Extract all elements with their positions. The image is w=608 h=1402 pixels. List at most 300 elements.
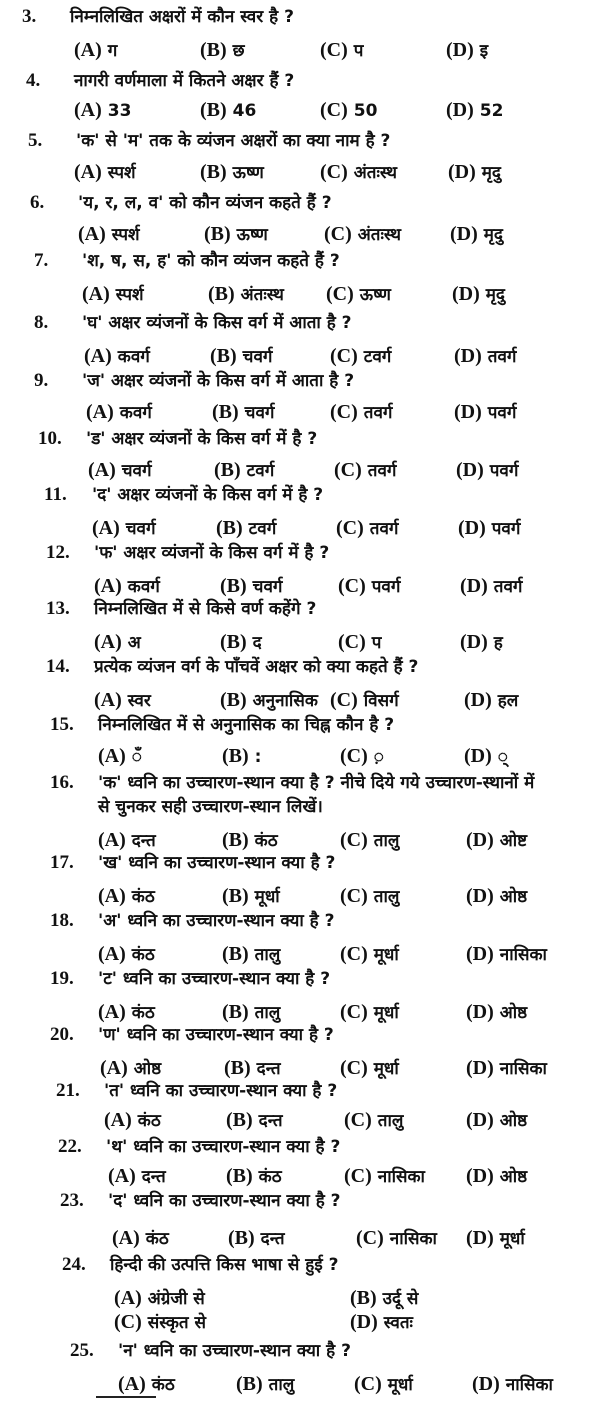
question-number: 4. xyxy=(26,70,41,91)
option-a xyxy=(98,942,155,967)
option-c xyxy=(356,1226,437,1251)
option-label: (B) xyxy=(222,885,249,907)
option-c xyxy=(340,884,399,909)
option-text: 52 xyxy=(479,101,504,121)
option-text: : xyxy=(254,747,262,767)
option-text: नासिका xyxy=(505,1375,553,1395)
question-number: 25. xyxy=(70,1340,94,1361)
question-line xyxy=(70,1340,351,1362)
option-text: कंठ xyxy=(131,1003,155,1023)
option-label: (D) xyxy=(466,1057,494,1079)
question-number: 10. xyxy=(38,428,62,449)
question-line xyxy=(56,1080,337,1102)
option-text: ओष्ठ xyxy=(133,1059,162,1079)
option-text: नासिका xyxy=(499,945,547,965)
option-d xyxy=(458,516,520,541)
option-a xyxy=(94,574,160,599)
option-c xyxy=(336,516,398,541)
option-label: (B) xyxy=(210,345,237,367)
question-number: 15. xyxy=(50,714,74,735)
option-text: कंठ xyxy=(131,887,155,907)
question-line xyxy=(22,6,294,28)
option-label: (B) xyxy=(216,517,243,539)
option-label: (A) xyxy=(88,459,116,481)
option-d xyxy=(452,282,505,307)
option-b xyxy=(210,344,273,369)
option-label: (B) xyxy=(212,401,239,423)
question-line xyxy=(50,714,394,736)
question-text: 'न' ध्वनि का उच्चारण-स्थान क्या है ? xyxy=(118,1341,351,1361)
option-label: (C) xyxy=(320,39,348,61)
option-label: (C) xyxy=(340,1001,368,1023)
option-text: कंठ xyxy=(254,831,278,851)
option-text: कवर्ग xyxy=(119,403,152,423)
option-label: (B) xyxy=(200,39,227,61)
question-line xyxy=(34,312,352,334)
option-label: (A) xyxy=(82,283,110,305)
option-text: तवर्ग xyxy=(487,347,517,367)
option-label: (C) xyxy=(334,459,362,481)
option-text: चवर्ग xyxy=(121,461,152,481)
option-text: दन्त xyxy=(258,1111,283,1131)
option-label: (B) xyxy=(220,575,247,597)
question-line xyxy=(50,910,335,932)
option-b xyxy=(222,744,261,769)
option-label: (C) xyxy=(330,401,358,423)
option-label: (B) xyxy=(228,1227,255,1249)
option-d xyxy=(450,222,503,247)
question-number: 5. xyxy=(28,130,43,151)
option-c xyxy=(354,1372,413,1397)
option-text: ँ xyxy=(131,747,142,767)
option-label: (B) xyxy=(214,459,241,481)
option-a xyxy=(74,98,131,123)
question-number: 16. xyxy=(50,772,74,793)
option-label: (C) xyxy=(340,745,368,767)
option-label: (A) xyxy=(98,943,126,965)
question-number: 9. xyxy=(34,370,49,391)
option-text: मूर्धा xyxy=(373,945,399,965)
question-text: निम्नलिखित अक्षरों में कौन स्वर है ? xyxy=(70,7,294,27)
option-label: (D) xyxy=(454,401,482,423)
option-label: (D) xyxy=(450,223,478,245)
option-label: (C) xyxy=(354,1373,382,1395)
option-text: कंठ xyxy=(145,1229,169,1249)
question-line xyxy=(60,1190,341,1212)
option-c xyxy=(330,344,391,369)
option-label: (D) xyxy=(452,283,480,305)
option-d xyxy=(466,942,547,967)
option-label: (D) xyxy=(466,1001,494,1023)
option-c xyxy=(320,38,363,63)
option-label: (B) xyxy=(350,1287,377,1309)
option-c xyxy=(114,1310,206,1335)
option-label: (A) xyxy=(86,401,114,423)
option-a xyxy=(92,516,156,541)
option-label: (A) xyxy=(104,1109,132,1131)
question-number: 23. xyxy=(60,1190,84,1211)
question-text: 'क' से 'म' तक के व्यंजन अक्षरों का क्या नाम है ? xyxy=(76,131,391,151)
option-label: (C) xyxy=(320,161,348,183)
option-text: दन्त xyxy=(256,1059,281,1079)
option-label: (D) xyxy=(460,575,488,597)
option-d xyxy=(466,884,527,909)
option-label: (D) xyxy=(446,99,474,121)
option-c xyxy=(338,574,400,599)
option-a xyxy=(98,1000,155,1025)
question-text: 'य, र, ल, व' को कौन व्यंजन कहते हैं ? xyxy=(78,193,332,213)
option-label: (D) xyxy=(458,517,486,539)
option-text: अंतःस्थ xyxy=(353,163,398,183)
option-text: ग xyxy=(107,41,118,61)
option-label: (A) xyxy=(98,745,126,767)
option-label: (D) xyxy=(466,1165,494,1187)
question-number: 22. xyxy=(58,1136,82,1157)
option-text: विसर्ग xyxy=(363,691,399,711)
option-text: मूर्धा xyxy=(254,887,280,907)
option-c xyxy=(340,744,384,769)
option-text: नासिका xyxy=(499,1059,547,1079)
option-label: (B) xyxy=(222,943,249,965)
option-d xyxy=(466,1108,527,1133)
option-label: (A) xyxy=(94,575,122,597)
option-d xyxy=(446,98,503,123)
question-line xyxy=(58,1136,340,1158)
option-text: तवर्ग xyxy=(493,577,523,597)
option-label: (D) xyxy=(466,829,494,851)
question-line xyxy=(50,1024,334,1046)
option-text: मृदु xyxy=(481,163,501,183)
question-text: प्रत्येक व्यंजन वर्ग के पाँचवें अक्षर को क्या कहते हैं ? xyxy=(94,657,419,677)
option-label: (B) xyxy=(222,745,249,767)
option-c xyxy=(320,98,377,123)
question-text: 'द' ध्वनि का उच्चारण-स्थान क्या है ? xyxy=(108,1191,341,1211)
option-text: ओष्ठ xyxy=(499,1111,528,1131)
option-c xyxy=(334,458,396,483)
option-label: (C) xyxy=(330,345,358,367)
option-b xyxy=(220,688,318,713)
option-b xyxy=(220,630,262,655)
option-text: चवर्ग xyxy=(252,577,283,597)
option-text: ् xyxy=(497,747,508,767)
option-text: छ xyxy=(232,41,245,61)
option-text: हल xyxy=(497,691,519,711)
option-text: पवर्ग xyxy=(487,403,517,423)
option-c xyxy=(340,1000,399,1025)
option-text: तालु xyxy=(377,1111,404,1131)
question-text: 'द' अक्षर व्यंजनों के किस वर्ग में है ? xyxy=(92,485,324,505)
option-label: (A) xyxy=(108,1165,136,1187)
option-a xyxy=(94,688,151,713)
option-text: पवर्ग xyxy=(489,461,519,481)
option-b xyxy=(350,1286,418,1311)
question-line xyxy=(46,598,316,620)
option-d xyxy=(460,574,522,599)
option-d xyxy=(460,630,503,655)
option-text: दन्त xyxy=(131,831,156,851)
option-b xyxy=(216,516,276,541)
option-b xyxy=(228,1226,285,1251)
option-a xyxy=(98,744,142,769)
option-text: ऊष्ण xyxy=(232,163,264,183)
option-b xyxy=(222,942,280,967)
option-c xyxy=(340,828,399,853)
option-text: स्पर्श xyxy=(107,163,136,183)
question-number: 17. xyxy=(50,852,74,873)
option-text: चवर्ग xyxy=(242,347,273,367)
option-a xyxy=(118,1372,175,1397)
option-c xyxy=(324,222,401,247)
option-label: (D) xyxy=(454,345,482,367)
question-line xyxy=(50,968,330,990)
option-text: प xyxy=(371,633,382,653)
option-text: ऊष्ण xyxy=(359,285,391,305)
option-label: (A) xyxy=(112,1227,140,1249)
option-label: (C) xyxy=(340,943,368,965)
question-text: निम्नलिखित में से अनुनासिक का चिह्न कौन है ? xyxy=(98,715,395,735)
option-label: (D) xyxy=(466,1109,494,1131)
option-label: (A) xyxy=(78,223,106,245)
option-label: (A) xyxy=(92,517,120,539)
option-text: दन्त xyxy=(141,1167,166,1187)
question-text: 'क' ध्वनि का उच्चारण-स्थान क्या है ? नीचे दिये गये उच्चारण-स्थानों में xyxy=(98,773,535,793)
option-text: मृदु xyxy=(483,225,503,245)
option-label: (D) xyxy=(448,161,476,183)
option-label: (A) xyxy=(118,1373,146,1395)
option-text: तवर्ग xyxy=(363,403,393,423)
option-label: (D) xyxy=(472,1373,500,1395)
question-text: निम्नलिखित में से किसे वर्ण कहेंगे ? xyxy=(94,599,317,619)
question-text: नागरी वर्णमाला में कितने अक्षर हैं ? xyxy=(74,71,295,91)
question-text: 'ट' ध्वनि का उच्चारण-स्थान क्या है ? xyxy=(98,969,331,989)
option-text: कंठ xyxy=(137,1111,161,1131)
option-text: 50 xyxy=(353,101,378,121)
option-label: (D) xyxy=(446,39,474,61)
option-label: (C) xyxy=(340,885,368,907)
option-label: (A) xyxy=(98,885,126,907)
question-number: 21. xyxy=(56,1080,80,1101)
option-a xyxy=(100,1056,161,1081)
option-text: ओष्ठ xyxy=(499,1003,528,1023)
option-b xyxy=(220,574,283,599)
question-line xyxy=(34,250,340,272)
question-line xyxy=(44,484,323,506)
question-number: 13. xyxy=(46,598,70,619)
option-label: (B) xyxy=(200,161,227,183)
option-c xyxy=(338,630,381,655)
question-line xyxy=(26,70,294,92)
option-b xyxy=(200,38,245,63)
option-text: संस्कृत से xyxy=(147,1313,207,1333)
option-b xyxy=(200,98,256,123)
question-text: 'अ' ध्वनि का उच्चारण-स्थान क्या है ? xyxy=(98,911,335,931)
option-text: मूर्धा xyxy=(373,1059,399,1079)
question-number: 18. xyxy=(50,910,74,931)
option-text: प xyxy=(353,41,364,61)
option-label: (C) xyxy=(344,1165,372,1187)
option-text: स्पर्श xyxy=(111,225,140,245)
option-text: कंठ xyxy=(258,1167,282,1187)
option-text: अंतःस्थ xyxy=(240,285,284,305)
option-text: तवर्ग xyxy=(367,461,397,481)
option-b xyxy=(224,1056,281,1081)
option-label: (B) xyxy=(222,1001,249,1023)
option-b xyxy=(214,458,274,483)
option-a xyxy=(78,222,140,247)
option-d xyxy=(350,1310,413,1335)
option-a xyxy=(108,1164,166,1189)
option-text: अंग्रेजी से xyxy=(147,1289,205,1309)
option-d xyxy=(454,400,516,425)
option-text: स्वतः xyxy=(383,1313,413,1333)
option-label: (C) xyxy=(344,1109,372,1131)
option-label: (A) xyxy=(94,631,122,653)
option-a xyxy=(114,1286,205,1311)
option-a xyxy=(94,630,141,655)
question-number: 14. xyxy=(46,656,70,677)
option-d xyxy=(472,1372,553,1397)
option-label: (B) xyxy=(200,99,227,121)
option-text: उर्दू से xyxy=(382,1289,419,1309)
option-b xyxy=(226,1164,282,1189)
question-number: 20. xyxy=(50,1024,74,1045)
option-label: (A) xyxy=(114,1287,142,1309)
option-text: तालु xyxy=(373,887,400,907)
option-label: (C) xyxy=(356,1227,384,1249)
option-label: (B) xyxy=(220,689,247,711)
option-text: कवर्ग xyxy=(127,577,160,597)
question-line xyxy=(34,370,354,392)
option-text: नासिका xyxy=(389,1229,437,1249)
option-text: दन्त xyxy=(260,1229,285,1249)
option-d xyxy=(466,1056,547,1081)
option-c xyxy=(340,1056,399,1081)
option-a xyxy=(82,282,144,307)
option-label: (A) xyxy=(94,689,122,711)
option-text: ऊष्ण xyxy=(236,225,268,245)
option-label: (B) xyxy=(226,1109,253,1131)
question-text: 'फ' अक्षर व्यंजनों के किस वर्ग में है ? xyxy=(94,543,330,563)
question-text: 'त' ध्वनि का उच्चारण-स्थान क्या है ? xyxy=(104,1081,338,1101)
option-text: मूर्धा xyxy=(387,1375,413,1395)
option-label: (A) xyxy=(74,161,102,183)
option-text: चवर्ग xyxy=(244,403,275,423)
option-label: (B) xyxy=(220,631,247,653)
question-text: 'श, ष, स, ह' को कौन व्यंजन कहते हैं ? xyxy=(82,251,340,271)
option-a xyxy=(88,458,152,483)
option-c xyxy=(344,1164,425,1189)
option-text: मूर्धा xyxy=(499,1229,525,1249)
option-c xyxy=(330,688,399,713)
option-text: इ xyxy=(479,41,489,61)
option-label: (C) xyxy=(330,689,358,711)
option-d xyxy=(466,1164,527,1189)
option-label: (C) xyxy=(336,517,364,539)
question-number: 11. xyxy=(44,484,67,505)
question-text: हिन्दी की उत्पत्ति किस भाषा से हुई ? xyxy=(110,1255,339,1275)
option-label: (B) xyxy=(226,1165,253,1187)
option-label: (C) xyxy=(340,829,368,851)
option-label: (B) xyxy=(204,223,231,245)
option-a xyxy=(84,344,150,369)
option-text: पवर्ग xyxy=(371,577,401,597)
option-label: (C) xyxy=(324,223,352,245)
option-c xyxy=(340,942,399,967)
option-label: (A) xyxy=(74,39,102,61)
question-text: 'घ' अक्षर व्यंजनों के किस वर्ग में आता है ? xyxy=(82,313,352,333)
option-text: स्वर xyxy=(127,691,151,711)
question-text: 'ख' ध्वनि का उच्चारण-स्थान क्या है ? xyxy=(98,853,336,873)
option-d xyxy=(448,160,501,185)
question-text-continuation: से चुनकर सही उच्चारण-स्थान लिखें। xyxy=(98,797,323,817)
option-a xyxy=(104,1108,161,1133)
option-label: (C) xyxy=(338,575,366,597)
option-label: (D) xyxy=(456,459,484,481)
option-label: (C) xyxy=(326,283,354,305)
question-line xyxy=(46,542,329,564)
option-text: तालु xyxy=(254,1003,281,1023)
option-label: (C) xyxy=(320,99,348,121)
question-number: 8. xyxy=(34,312,49,333)
option-d xyxy=(454,344,516,369)
option-label: (D) xyxy=(350,1311,378,1333)
question-line xyxy=(50,852,335,874)
option-d xyxy=(456,458,518,483)
option-text: ओष्ठ xyxy=(499,1167,528,1187)
bottom-rule xyxy=(96,1396,156,1398)
question-line xyxy=(50,772,534,794)
option-text: 33 xyxy=(107,101,132,121)
question-line xyxy=(46,656,418,678)
question-line xyxy=(62,1254,338,1276)
option-label: (B) xyxy=(222,829,249,851)
option-label: (A) xyxy=(100,1057,128,1079)
option-a xyxy=(98,884,155,909)
option-label: (B) xyxy=(224,1057,251,1079)
option-text: ह xyxy=(493,633,503,653)
option-label: (D) xyxy=(466,1227,494,1249)
question-number: 7. xyxy=(34,250,49,271)
option-text: तालु xyxy=(373,831,400,851)
question-text: 'ड' अक्षर व्यंजनों के किस वर्ग में है ? xyxy=(86,429,318,449)
option-text: ओष्ठ xyxy=(499,887,528,907)
option-label: (D) xyxy=(466,943,494,965)
option-text: द xyxy=(252,633,262,653)
question-number: 19. xyxy=(50,968,74,989)
option-text: अ xyxy=(127,633,141,653)
question-text: 'ण' ध्वनि का उच्चारण-स्थान क्या है ? xyxy=(98,1025,334,1045)
option-b xyxy=(226,1108,283,1133)
option-a xyxy=(74,160,136,185)
option-c xyxy=(320,160,397,185)
option-c xyxy=(344,1108,403,1133)
option-a xyxy=(86,400,152,425)
option-text: ़ xyxy=(373,747,384,767)
option-label: (C) xyxy=(338,631,366,653)
option-label: (C) xyxy=(340,1057,368,1079)
option-label: (D) xyxy=(466,885,494,907)
question-line xyxy=(28,130,390,152)
option-text: नासिका xyxy=(377,1167,425,1187)
option-b xyxy=(222,884,280,909)
option-text: अनुनासिक xyxy=(252,691,318,711)
option-b xyxy=(212,400,275,425)
option-b xyxy=(204,222,268,247)
question-text: 'ज' अक्षर व्यंजनों के किस वर्ग में आता है ? xyxy=(82,371,355,391)
option-d xyxy=(466,828,527,853)
option-label: (A) xyxy=(98,1001,126,1023)
option-label: (C) xyxy=(114,1311,142,1333)
